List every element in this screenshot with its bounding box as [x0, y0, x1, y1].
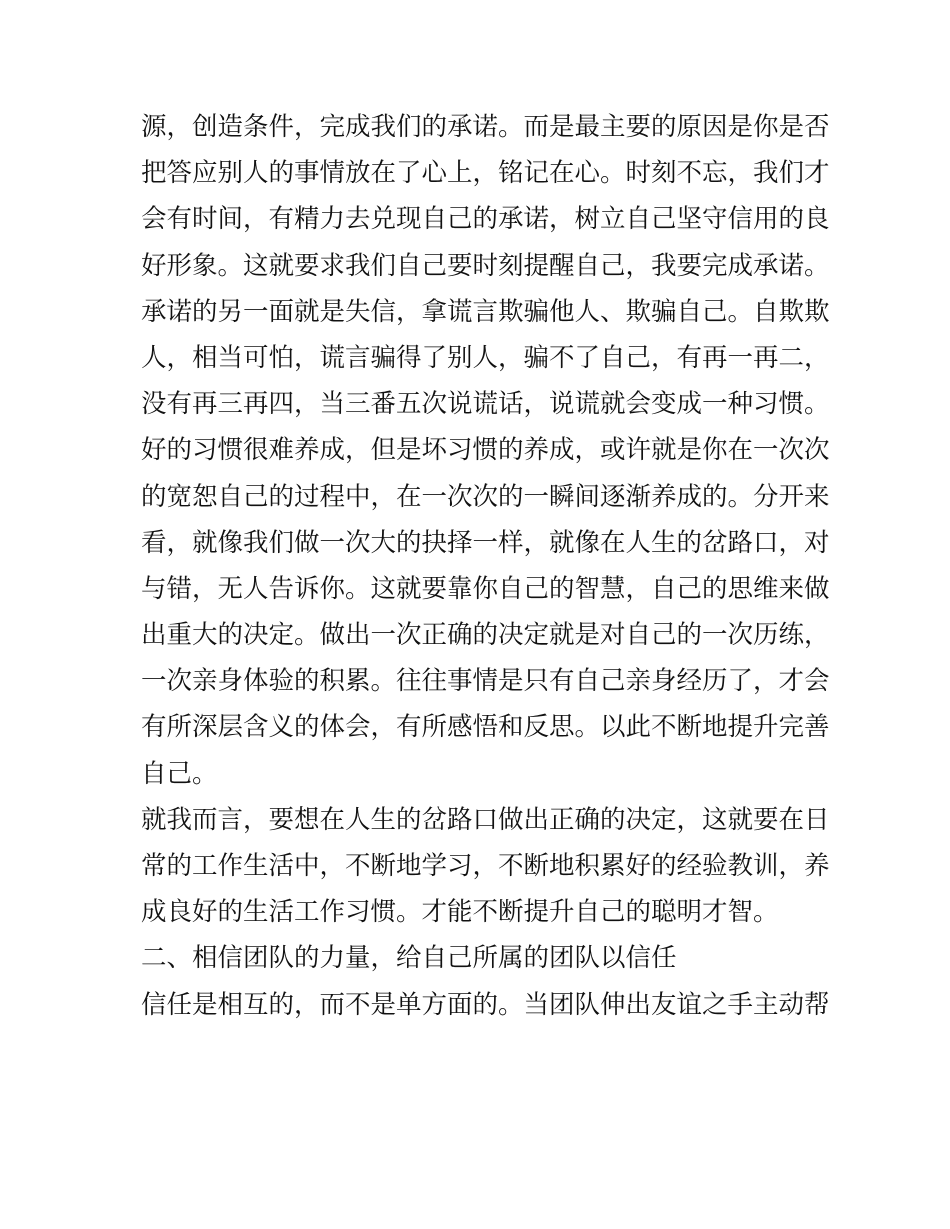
text-line: 承诺的另一面就是失信，拿谎言欺骗他人、欺骗自己。自欺欺 [141, 296, 830, 327]
document-body [141, 104, 831, 1028]
text-line: 的宽恕自己的过程中，在一次次的一瞬间逐渐养成的。分开来 [141, 481, 830, 512]
text-line: 出重大的决定。做出一次正确的决定就是对自己的一次历练， [141, 620, 830, 651]
text-line: 好形象。这就要求我们自己要时刻提醒自己，我要完成承诺。 [141, 250, 830, 281]
text-line: 一次亲身体验的积累。往往事情是只有自己亲身经历了，才会 [141, 666, 830, 697]
text-line: 会有时间，有精力去兑现自己的承诺，树立自己坚守信用的良 [141, 204, 830, 235]
text-line: 没有再三再四，当三番五次说谎话，说谎就会变成一种习惯。 [141, 389, 830, 420]
text-line: 常的工作生活中，不断地学习，不断地积累好的经验教训，养 [141, 851, 830, 881]
text-line: 成良好的生活工作习惯。才能不断提升自己的聪明才智。 [141, 897, 779, 928]
text-line: 人，相当可怕，谎言骗得了别人，骗不了自己，有再一再二， [141, 342, 830, 373]
text-line: 好的习惯很难养成，但是坏习惯的养成，或许就是你在一次次 [141, 435, 830, 466]
text-line: 信任是相互的，而不是单方面的。当团队伸出友谊之手主动帮 [141, 989, 830, 1020]
text-line: 看，就像我们做一次大的抉择一样，就像在人生的岔路口，对 [141, 527, 830, 558]
text-line: 就我而言，要想在人生的岔路口做出正确的决定，这就要在日 [141, 804, 830, 835]
text-line: 有所深层含义的体会，有所感悟和反思。以此不断地提升完善 [141, 712, 830, 743]
text-line: 与错，无人告诉你。这就要靠你自己的智慧，自己的思维来做 [141, 573, 830, 604]
section-heading: 二、相信团队的力量，给自己所属的团队以信任 [141, 943, 677, 974]
text-line: 源，创造条件，完成我们的承诺。而是最主要的原因是你是否 [141, 112, 830, 142]
text-line: 自己。 [141, 758, 218, 789]
text-line: 把答应别人的事情放在了心上，铭记在心。时刻不忘，我们才 [141, 158, 830, 189]
